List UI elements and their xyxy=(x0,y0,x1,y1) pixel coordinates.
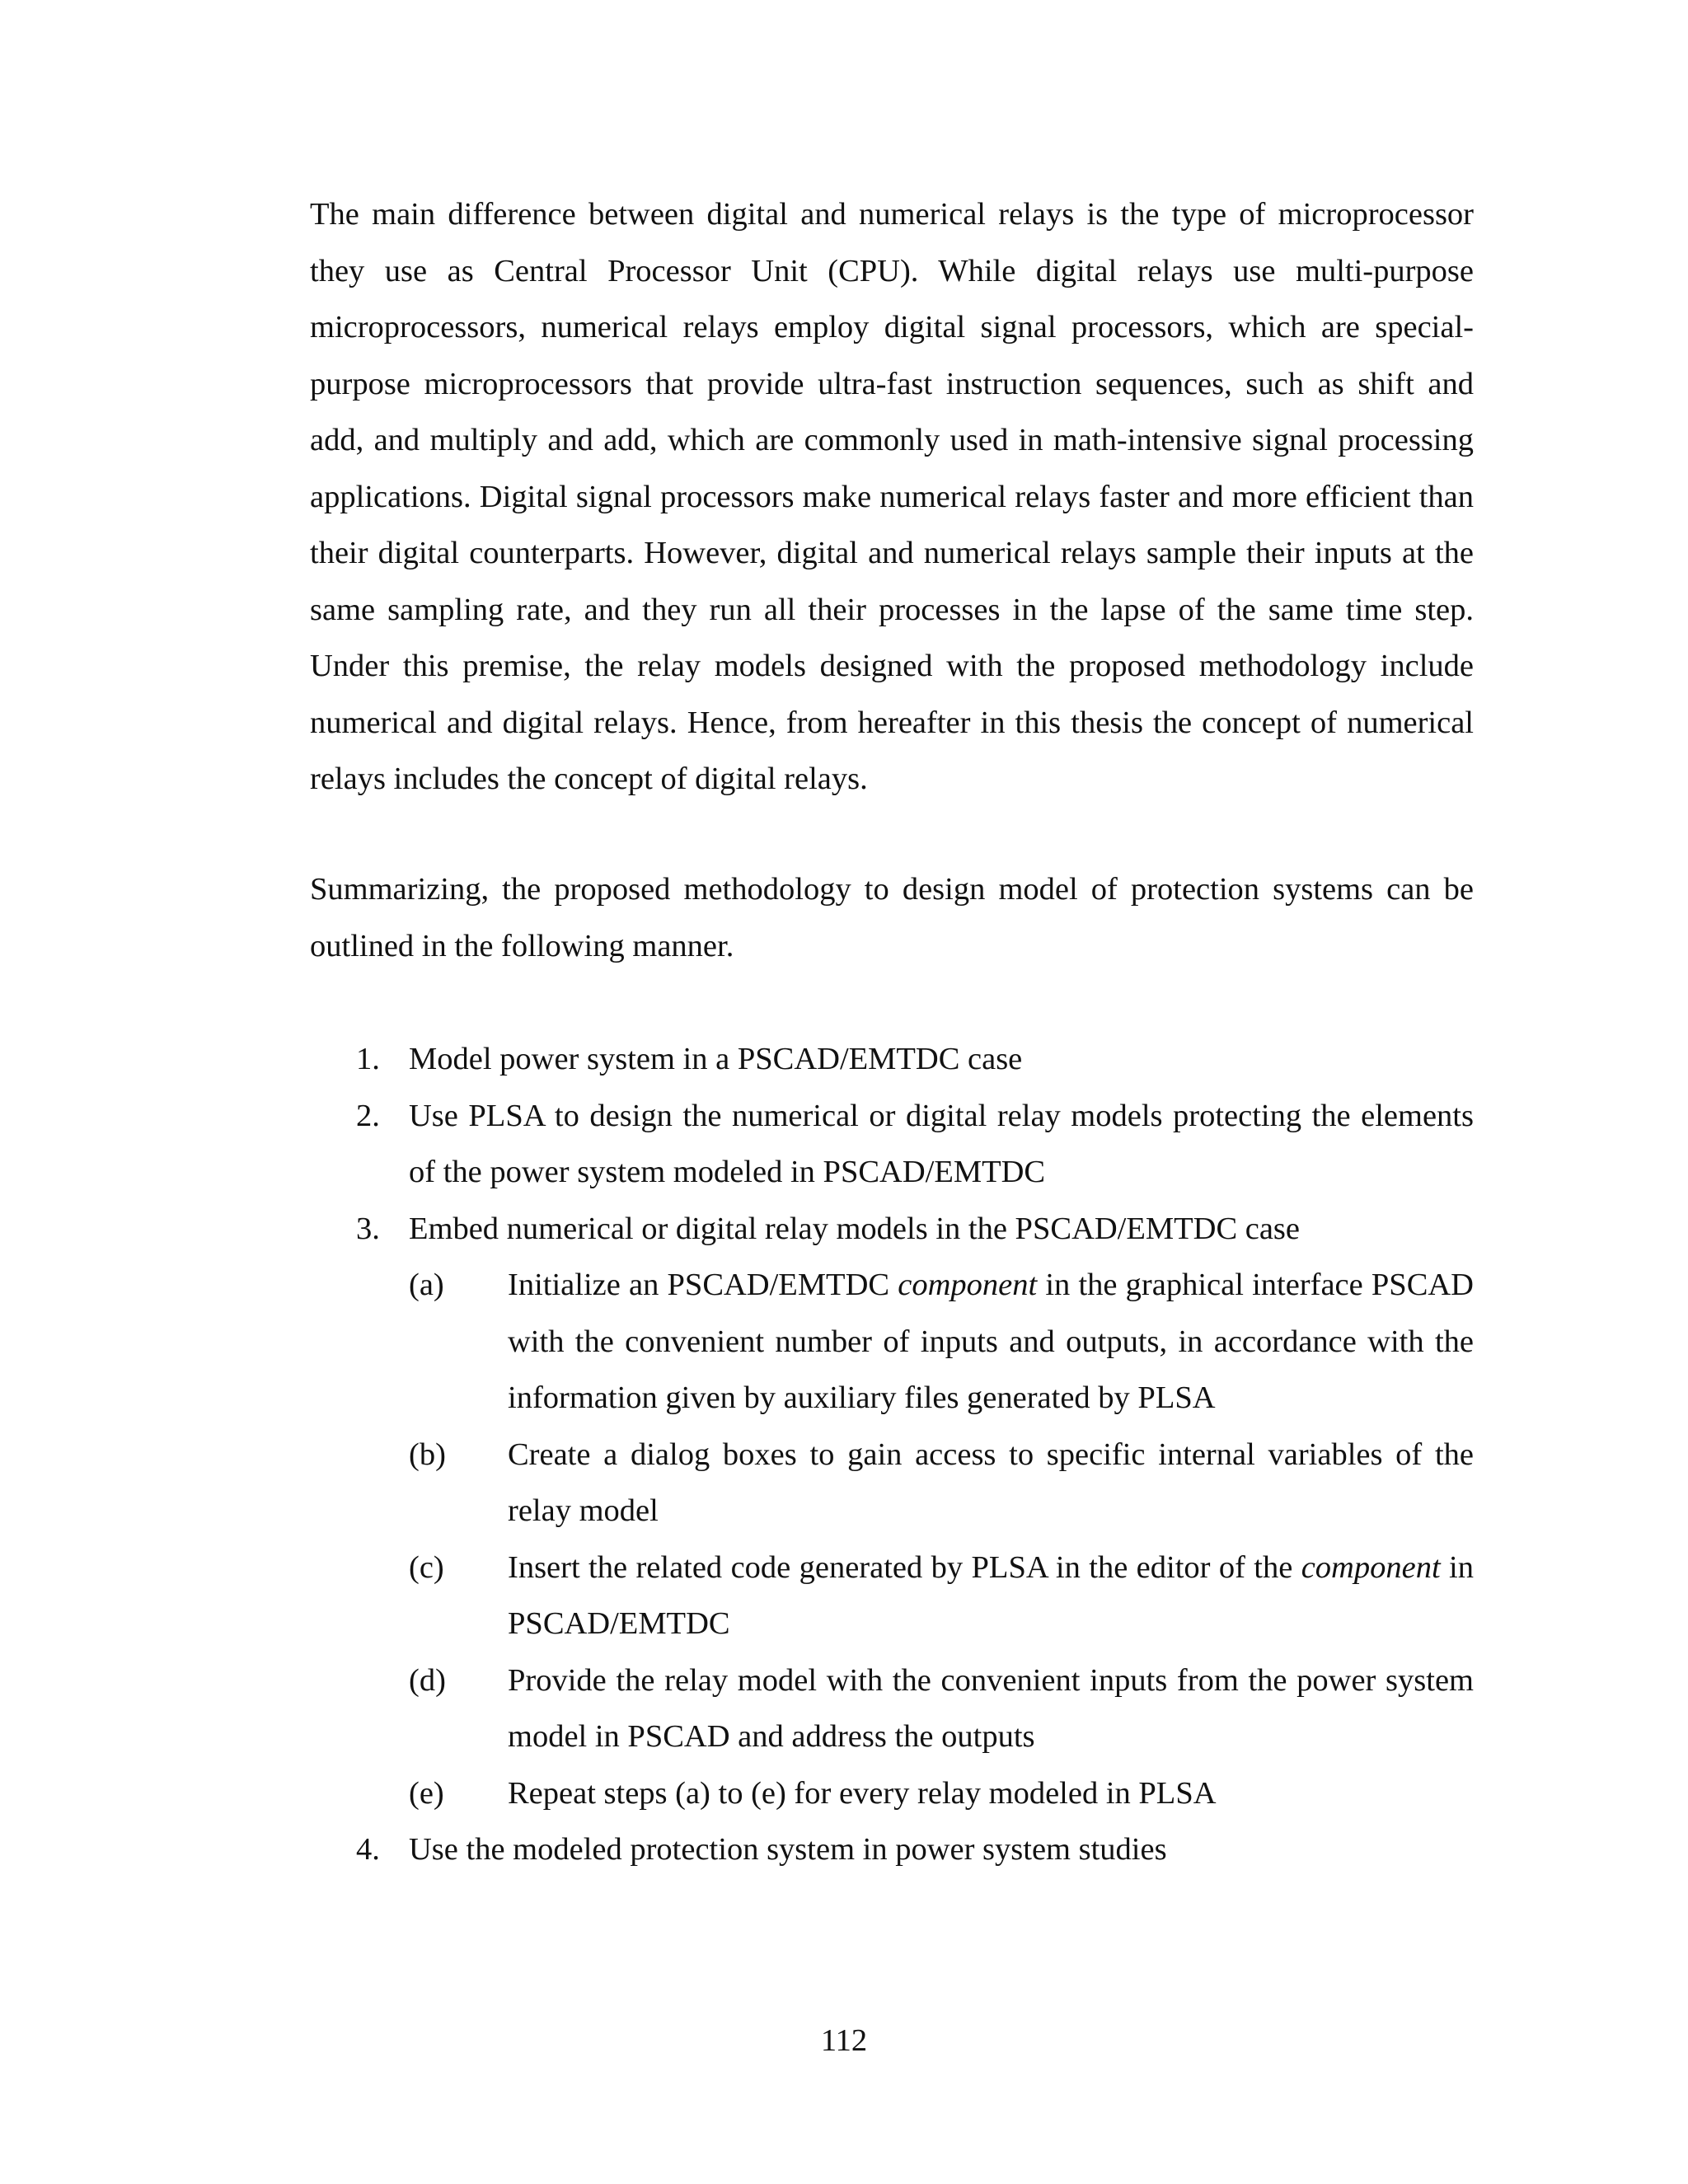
sublist-item-text: Insert the related code generated by PLSA in the editor of the component in PSCAD/EMTDC xyxy=(508,1549,1474,1641)
list-item-number: 4. xyxy=(356,1832,380,1867)
sublist-item-text: Initialize an PSCAD/EMTDC component in the graphical interface PSCAD with the convenient number of inputs and outputs, in accordance with the information given by auxiliary files generated by PLSA xyxy=(508,1268,1474,1415)
italic-term: component xyxy=(1301,1549,1441,1585)
list-item-number: 1. xyxy=(356,1042,380,1076)
list-item-number: 2. xyxy=(356,1098,380,1133)
sublist-item-label: (b) xyxy=(409,1436,446,1472)
sublist-item-label: (c) xyxy=(409,1549,444,1585)
methodology-steps-list xyxy=(310,1031,1474,1878)
sublist-item-label: (d) xyxy=(409,1662,446,1698)
paragraph-relay-difference: The main difference between digital and numerical relays is the type of microprocessor they use as Central Processor Unit (CPU). While digital relays use multi-purpose microprocessors, numerical relays employ digital signal processors, which are special-purpose microprocessors that provide ultra-fast instruction sequences, such as shift and add, and multiply and add, which are commonly used in math-intensive signal processing applications. Digital signal processors make numerical relays faster and more efficient than their digital counterparts. However, digital and numerical relays sample their inputs at the same sampling rate, and they run all their processes in the lapse of the same time step. Under this premise, the relay models designed with the proposed methodology include numerical and digital relays. Hence, from hereafter in this thesis the concept of numerical relays includes the concept of digital relays. xyxy=(310,197,1474,796)
sublist-item xyxy=(409,1427,1474,1540)
italic-term: component xyxy=(898,1268,1038,1302)
sublist-item xyxy=(409,1540,1474,1652)
page-number: 112 xyxy=(820,2023,868,2058)
list-item-number: 3. xyxy=(356,1211,380,1246)
list-item xyxy=(310,1031,1474,1088)
sublist-item-label: (e) xyxy=(409,1775,444,1811)
list-item-text: Use PLSA to design the numerical or digital relay models protecting the elements of the power system modeled in PSCAD/EMTDC xyxy=(409,1098,1474,1189)
sublist-item-label: (a) xyxy=(409,1268,444,1302)
sublist-item-text: Provide the relay model with the convenient inputs from the power system model in PSCAD and address the outputs xyxy=(508,1662,1474,1754)
sublist-item-text: Repeat steps (a) to (e) for every relay modeled in PLSA xyxy=(508,1775,1217,1811)
list-item xyxy=(310,1821,1474,1878)
sublist-item xyxy=(409,1765,1474,1822)
paragraph-summary: Summarizing, the proposed methodology to design model of protection systems can be outlined in the following manner. xyxy=(310,872,1474,963)
sublist-item xyxy=(409,1652,1474,1765)
sublist-item-text: Create a dialog boxes to gain access to specific internal variables of the relay model xyxy=(508,1436,1474,1528)
substeps-list xyxy=(409,1257,1474,1821)
list-item-text: Model power system in a PSCAD/EMTDC case xyxy=(409,1042,1023,1076)
list-item-text: Embed numerical or digital relay models in the PSCAD/EMTDC case xyxy=(409,1211,1300,1246)
list-item xyxy=(310,1201,1474,1822)
list-item-text: Use the modeled protection system in power system studies xyxy=(409,1832,1167,1867)
list-item xyxy=(310,1088,1474,1201)
sublist-item xyxy=(409,1257,1474,1427)
